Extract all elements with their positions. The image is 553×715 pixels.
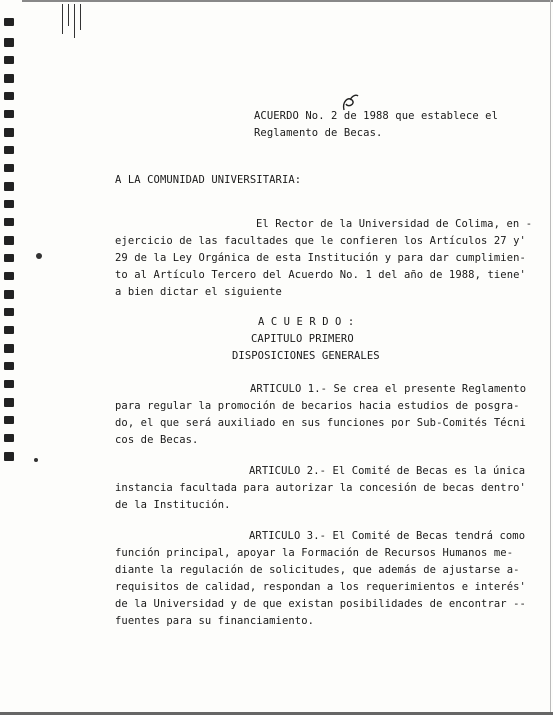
preamble-line: 29 de la Ley Orgánica de esta Institución y para dar cumplimien-: [115, 252, 526, 264]
top-scan-marks: [60, 4, 100, 44]
articulo-1-line: para regular la promoción de becarios hacia estudios de posgra-: [115, 400, 520, 412]
articulo-3-line: diante la regulación de solicitudes, que además de ajustarse a-: [115, 564, 520, 576]
binder-mark: [4, 416, 14, 424]
binder-mark: [4, 182, 14, 191]
binder-mark: [4, 74, 14, 83]
binder-mark: [4, 398, 14, 407]
preamble-line: a bien dictar el siguiente: [115, 286, 282, 298]
binder-mark: [4, 236, 14, 245]
binder-mark: [4, 200, 14, 208]
binder-mark: [4, 38, 14, 47]
binder-mark: [4, 92, 14, 100]
articulo-3-line: función principal, apoyar la Formación de Recursos Humanos me-: [115, 547, 514, 559]
articulo-3-line: ARTICULO 3.- El Comité de Becas tendrá como: [249, 530, 526, 542]
preamble-line: ejercicio de las facultades que le confieren los Artículos 27 y': [115, 235, 526, 247]
binder-mark: [4, 128, 14, 137]
binder-mark: [4, 110, 14, 118]
heading-disposiciones: DISPOSICIONES GENERALES: [232, 350, 380, 362]
binder-mark: [4, 362, 14, 370]
binder-mark: [4, 272, 14, 280]
binder-mark: [4, 434, 14, 442]
binder-mark: [4, 308, 14, 316]
articulo-3-line: fuentes para su financiamiento.: [115, 615, 315, 627]
articulo-1-line: ARTICULO 1.- Se crea el presente Reglamento: [250, 383, 527, 395]
binder-mark: [4, 344, 14, 353]
articulo-2-line: ARTICULO 2.- El Comité de Becas es la única: [249, 465, 526, 477]
articulo-3-line: requisitos de calidad, respondan a los requerimientos e interés': [115, 581, 526, 593]
binder-mark: [4, 290, 14, 299]
preamble-line: to al Artículo Tercero del Acuerdo No. 1 del año de 1988, tiene': [115, 269, 526, 281]
heading-acuerdo: A C U E R D O :: [258, 316, 355, 328]
document-title-line2: Reglamento de Becas.: [254, 127, 383, 139]
binder-mark: [4, 254, 14, 262]
binder-mark: [4, 218, 14, 226]
binder-mark: [4, 146, 14, 154]
binder-edge-marks: [0, 0, 22, 715]
document-title-line1: ACUERDO No. 2 de 1988 que establece el: [254, 110, 499, 122]
articulo-1-line: do, el que será auxiliado en sus funciones por Sub-Comités Técni: [115, 417, 526, 429]
preamble-line: El Rector de la Universidad de Colima, en -: [256, 218, 533, 230]
articulo-1-line: cos de Becas.: [115, 434, 199, 446]
binder-mark: [4, 164, 14, 172]
articulo-2-line: instancia facultada para autorizar la concesión de becas dentro': [115, 482, 526, 494]
top-edge-border: [22, 0, 553, 2]
articulo-2-line: de la Institución.: [115, 499, 231, 511]
binder-mark: [4, 56, 14, 64]
binder-mark: [4, 452, 14, 461]
scan-dot: [34, 458, 38, 462]
binder-mark: [4, 18, 14, 26]
binder-mark: [4, 326, 14, 334]
articulo-3-line: de la Universidad y de que existan posibilidades de encontrar --: [115, 598, 526, 610]
heading-capitulo: CAPITULO PRIMERO: [251, 333, 354, 345]
salutation: A LA COMUNIDAD UNIVERSITARIA:: [115, 174, 302, 186]
right-edge-border: [550, 0, 551, 715]
binder-mark: [4, 380, 14, 388]
scan-dot: [36, 253, 42, 259]
